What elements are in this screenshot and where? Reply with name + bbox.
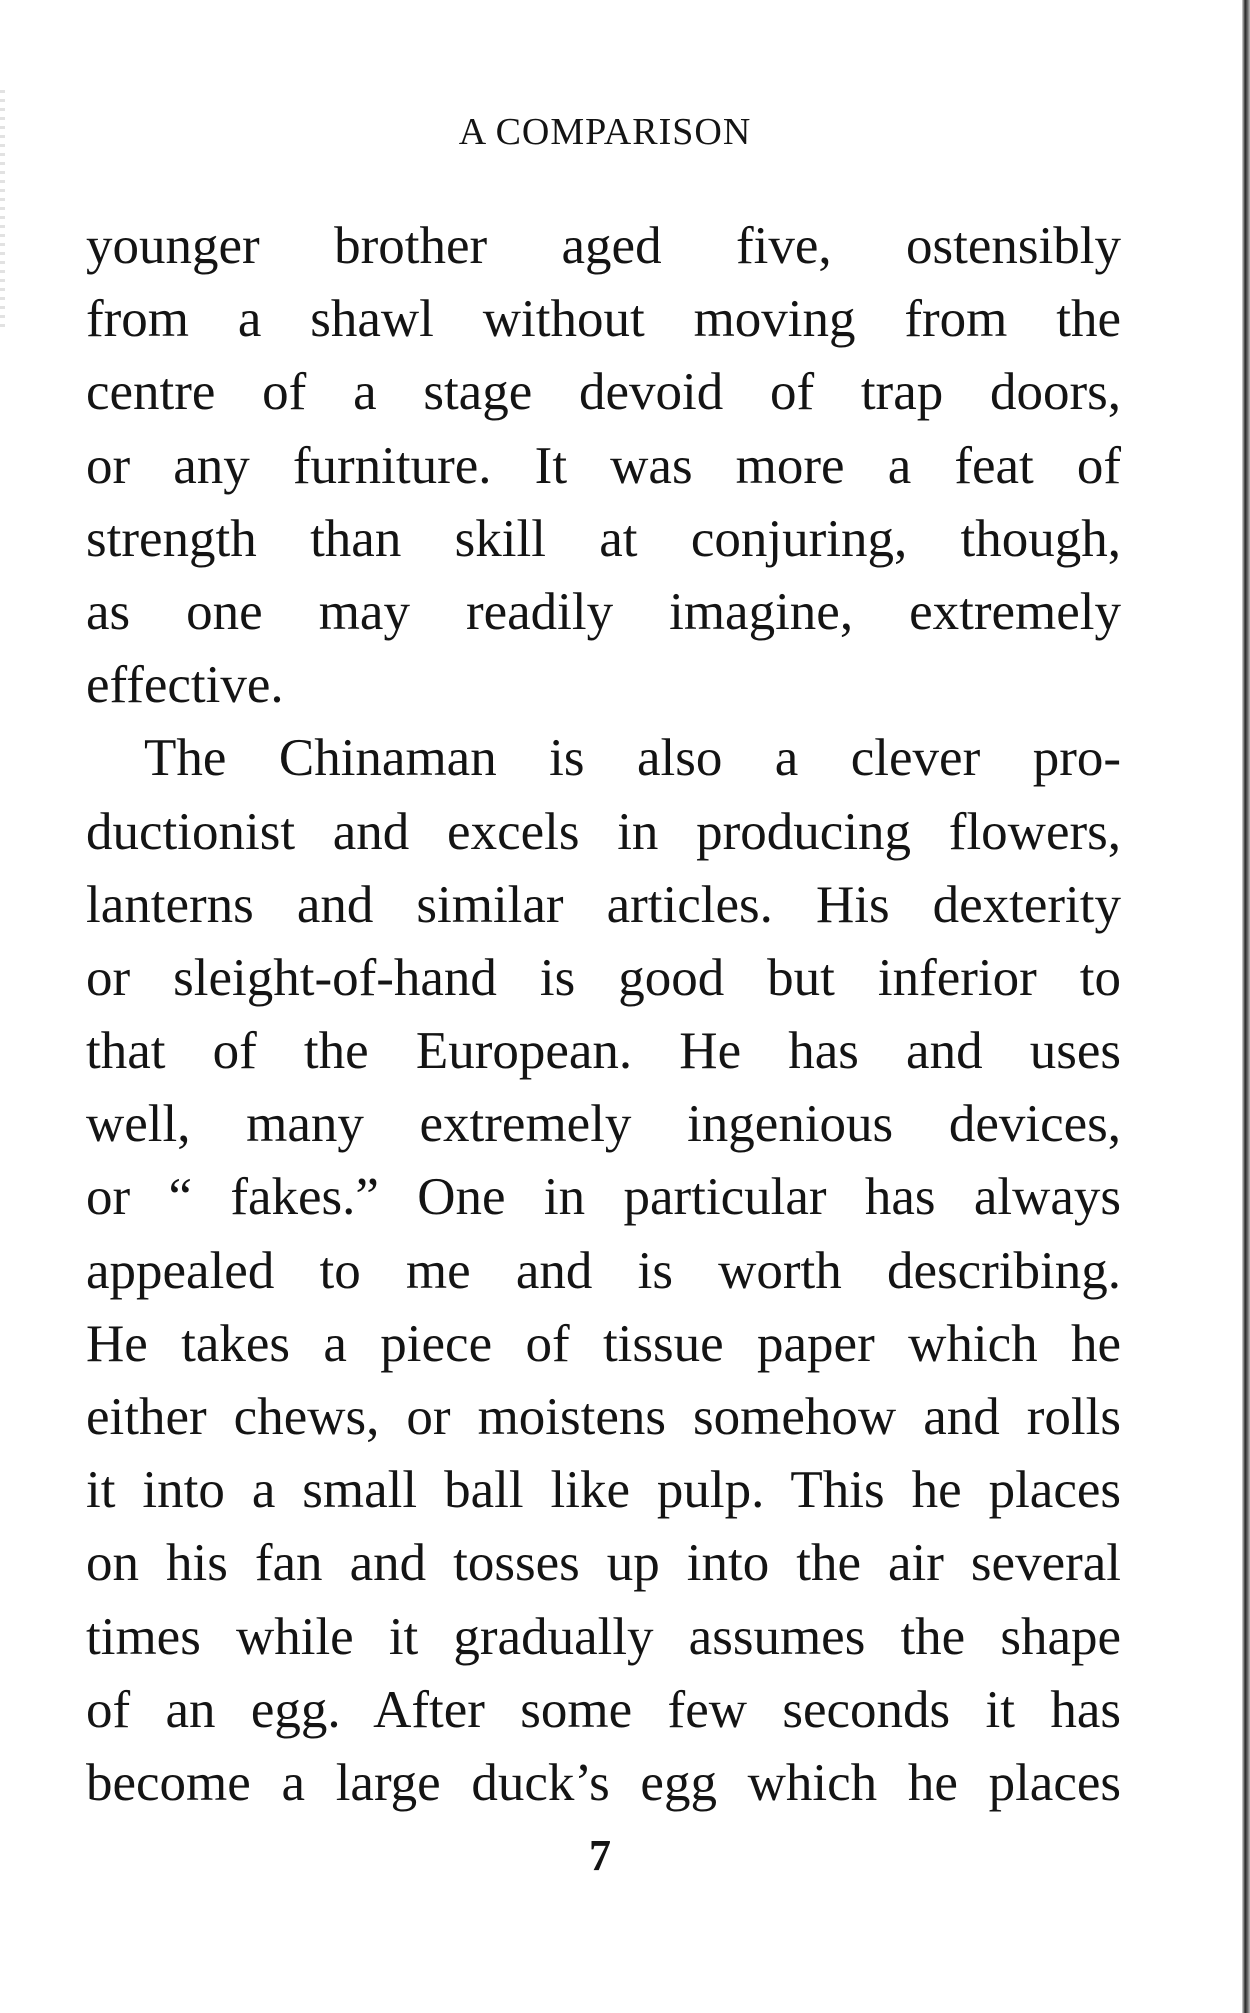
- text-line: or any furniture. It was more a feat of: [86, 436, 1121, 495]
- text-line: as one may readily imagine, extremely: [86, 582, 1121, 641]
- text-line: from a shawl without moving from the: [86, 290, 1121, 349]
- text-line: He takes a piece of tissue paper which he: [86, 1314, 1121, 1373]
- text-line: on his fan and tosses up into the air several: [86, 1534, 1121, 1593]
- text-line: appealed to me and is worth describing.: [86, 1241, 1121, 1300]
- text-line: ductionist and excels in producing flowers,: [86, 802, 1121, 861]
- text-line: or “ fakes.” One in particular has always: [86, 1168, 1121, 1227]
- text-line: centre of a stage devoid of trap doors,: [86, 363, 1121, 422]
- text-line: or sleight-of-hand is good but inferior to: [86, 948, 1121, 1007]
- text-line: strength than skill at conjuring, though,: [86, 509, 1121, 568]
- page-number: 7: [589, 1831, 611, 1880]
- text-line: well, many extremely ingenious devices,: [86, 1095, 1121, 1154]
- text-line: times while it gradually assumes the shape: [86, 1607, 1121, 1666]
- text-line: lanterns and similar articles. His dexterity: [86, 875, 1121, 934]
- text-line: become a large duck’s egg which he places: [86, 1753, 1121, 1812]
- text-line: it into a small ball like pulp. This he places: [86, 1461, 1121, 1520]
- text-line: The Chinaman is also a clever pro-: [144, 729, 1121, 788]
- text-line: younger brother aged five, ostensibly: [86, 217, 1121, 275]
- page-edge-right: [1242, 0, 1250, 2013]
- running-head: A COMPARISON: [458, 111, 752, 153]
- body-text: [86, 210, 1121, 1820]
- text-line: either chews, or moistens somehow and rolls: [86, 1388, 1121, 1446]
- text-line: effective.: [86, 656, 284, 715]
- text-line: that of the European. He has and uses: [86, 1022, 1121, 1081]
- text-line: of an egg. After some few seconds it has: [86, 1680, 1121, 1739]
